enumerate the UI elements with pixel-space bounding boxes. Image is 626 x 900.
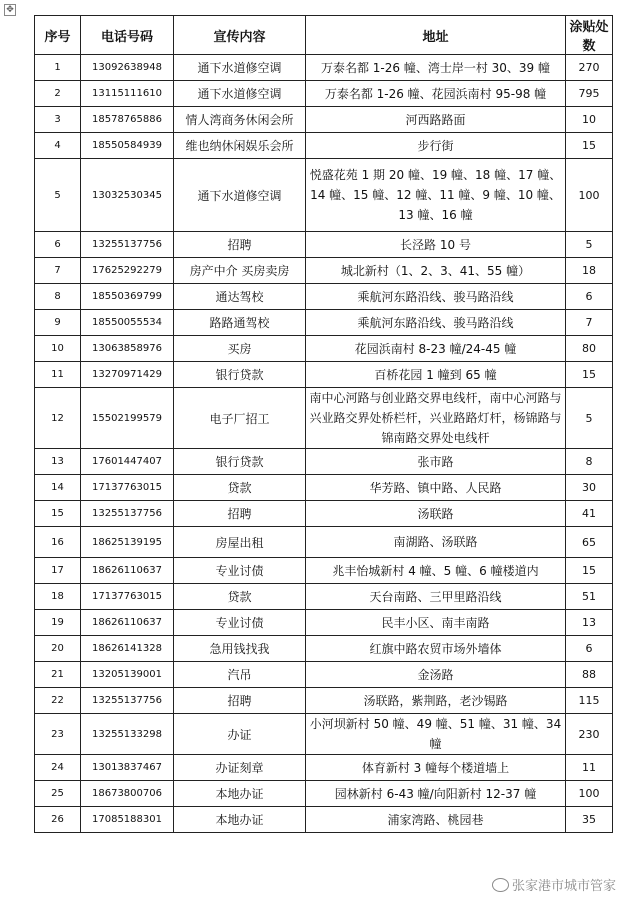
cell-address: 华芳路、镇中路、人民路 (306, 475, 566, 501)
cell-content: 通达驾校 (174, 284, 306, 310)
cell-phone: 18550055534 (81, 310, 174, 336)
cell-count: 88 (566, 662, 613, 688)
cell-no: 16 (35, 527, 81, 558)
cell-no: 24 (35, 755, 81, 781)
table-row (35, 755, 613, 781)
cell-phone: 18626110637 (81, 610, 174, 636)
header-no: 序号 (35, 16, 81, 55)
cell-content: 办证 (174, 714, 306, 755)
table-row (35, 55, 613, 81)
cell-content: 专业讨债 (174, 558, 306, 584)
cell-address: 金汤路 (306, 662, 566, 688)
cell-count: 15 (566, 362, 613, 388)
watermark-text: 张家港市城市管家 (511, 879, 616, 894)
cell-content: 房产中介 买房卖房 (174, 258, 306, 284)
table-row (35, 688, 613, 714)
cell-content: 汽吊 (174, 662, 306, 688)
cell-content: 情人湾商务休闲会所 (174, 107, 306, 133)
cell-count: 115 (566, 688, 613, 714)
table-row (35, 610, 613, 636)
cell-address: 张市路 (306, 449, 566, 475)
cell-no: 19 (35, 610, 81, 636)
cell-phone: 18625139195 (81, 527, 174, 558)
cell-no: 4 (35, 133, 81, 159)
cell-count: 8 (566, 449, 613, 475)
cell-address: 万泰名都 1-26 幢、花园浜南村 95-98 幢 (306, 81, 566, 107)
cell-phone: 13270971429 (81, 362, 174, 388)
cell-content: 银行贷款 (174, 362, 306, 388)
cell-address: 浦家湾路、桃园巷 (306, 807, 566, 833)
cell-content: 银行贷款 (174, 449, 306, 475)
cell-count: 5 (566, 232, 613, 258)
cell-content: 招聘 (174, 501, 306, 527)
table-row (35, 558, 613, 584)
cell-content: 急用钱找我 (174, 636, 306, 662)
table-header-row (35, 16, 613, 55)
table-row (35, 310, 613, 336)
watermark (488, 873, 620, 896)
cell-no: 25 (35, 781, 81, 807)
cell-content: 贷款 (174, 584, 306, 610)
cell-no: 5 (35, 159, 81, 232)
header-address: 地址 (306, 16, 566, 55)
cell-no: 17 (35, 558, 81, 584)
cell-phone: 13255137756 (81, 501, 174, 527)
table-row (35, 449, 613, 475)
table-move-handle-icon[interactable]: ✥ (4, 4, 16, 16)
table-row (35, 388, 613, 449)
cell-count: 6 (566, 636, 613, 662)
table-row (35, 714, 613, 755)
cell-address: 步行街 (306, 133, 566, 159)
table-row (35, 781, 613, 807)
cell-count: 100 (566, 159, 613, 232)
cell-phone: 18673800706 (81, 781, 174, 807)
cell-no: 1 (35, 55, 81, 81)
cell-count: 51 (566, 584, 613, 610)
cell-count: 30 (566, 475, 613, 501)
cell-phone: 18578765886 (81, 107, 174, 133)
cell-phone: 13255133298 (81, 714, 174, 755)
cell-phone: 13032530345 (81, 159, 174, 232)
cell-address: 乘航河东路沿线、骏马路沿线 (306, 284, 566, 310)
table-row (35, 636, 613, 662)
cell-address: 城北新村（1、2、3、41、55 幢） (306, 258, 566, 284)
header-phone: 电话号码 (81, 16, 174, 55)
cell-address: 乘航河东路沿线、骏马路沿线 (306, 310, 566, 336)
cell-address: 万泰名都 1-26 幢、湾士岸一村 30、39 幢 (306, 55, 566, 81)
cell-content: 买房 (174, 336, 306, 362)
cell-address: 园林新村 6-43 幢/向阳新村 12-37 幢 (306, 781, 566, 807)
ad-record-table (34, 15, 613, 833)
cell-no: 3 (35, 107, 81, 133)
cell-phone: 17601447407 (81, 449, 174, 475)
cell-phone: 13115111610 (81, 81, 174, 107)
cell-count: 18 (566, 258, 613, 284)
table-row (35, 336, 613, 362)
table-row (35, 258, 613, 284)
table-row (35, 232, 613, 258)
cell-content: 本地办证 (174, 781, 306, 807)
cell-count: 795 (566, 81, 613, 107)
cell-address: 南湖路、汤联路 (306, 527, 566, 558)
cell-content: 路路通驾校 (174, 310, 306, 336)
cell-address: 兆丰怡城新村 4 幢、5 幢、6 幢楼道内 (306, 558, 566, 584)
table-row (35, 362, 613, 388)
cell-address: 红旗中路农贸市场外墙体 (306, 636, 566, 662)
cell-phone: 13255137756 (81, 232, 174, 258)
cell-phone: 18626141328 (81, 636, 174, 662)
cell-address: 民丰小区、南丰南路 (306, 610, 566, 636)
cell-no: 18 (35, 584, 81, 610)
cell-no: 6 (35, 232, 81, 258)
cell-phone: 13092638948 (81, 55, 174, 81)
cell-no: 22 (35, 688, 81, 714)
cell-count: 230 (566, 714, 613, 755)
cell-count: 270 (566, 55, 613, 81)
cell-count: 7 (566, 310, 613, 336)
cell-content: 电子厂招工 (174, 388, 306, 449)
cell-address: 悦盛花苑 1 期 20 幢、19 幢、18 幢、17 幢、14 幢、15 幢、12 幢、11 幢、9 幢、10 幢、13 幢、16 幢 (306, 159, 566, 232)
cell-address: 汤联路，紫荆路，老沙锡路 (306, 688, 566, 714)
cell-no: 10 (35, 336, 81, 362)
table-row (35, 107, 613, 133)
cell-content: 专业讨债 (174, 610, 306, 636)
cell-no: 14 (35, 475, 81, 501)
table-row (35, 133, 613, 159)
cell-content: 本地办证 (174, 807, 306, 833)
table-row (35, 475, 613, 501)
wechat-icon (492, 878, 509, 892)
cell-phone: 17085188301 (81, 807, 174, 833)
cell-count: 65 (566, 527, 613, 558)
cell-phone: 17625292279 (81, 258, 174, 284)
cell-no: 9 (35, 310, 81, 336)
cell-count: 10 (566, 107, 613, 133)
cell-phone: 13255137756 (81, 688, 174, 714)
table-row (35, 807, 613, 833)
cell-no: 12 (35, 388, 81, 449)
cell-content: 贷款 (174, 475, 306, 501)
cell-no: 2 (35, 81, 81, 107)
table-row (35, 81, 613, 107)
cell-content: 维也纳休闲娱乐会所 (174, 133, 306, 159)
cell-count: 11 (566, 755, 613, 781)
table-row (35, 584, 613, 610)
cell-address: 体育新村 3 幢每个楼道墙上 (306, 755, 566, 781)
cell-no: 13 (35, 449, 81, 475)
cell-phone: 17137763015 (81, 584, 174, 610)
cell-content: 通下水道修空调 (174, 55, 306, 81)
cell-no: 15 (35, 501, 81, 527)
header-count: 涂贴处数 (566, 16, 613, 55)
cell-count: 80 (566, 336, 613, 362)
header-content: 宣传内容 (174, 16, 306, 55)
cell-phone: 17137763015 (81, 475, 174, 501)
table-row (35, 527, 613, 558)
cell-address: 汤联路 (306, 501, 566, 527)
cell-content: 通下水道修空调 (174, 81, 306, 107)
cell-no: 11 (35, 362, 81, 388)
cell-phone: 18626110637 (81, 558, 174, 584)
cell-address: 南中心河路与创业路交界电线杆，南中心河路与兴业路交界处桥栏杆，兴业路路灯杆，杨锦路与锦南路交界处电线杆 (306, 388, 566, 449)
cell-no: 20 (35, 636, 81, 662)
table-row (35, 501, 613, 527)
cell-count: 5 (566, 388, 613, 449)
cell-no: 21 (35, 662, 81, 688)
cell-address: 河西路路面 (306, 107, 566, 133)
cell-content: 房屋出租 (174, 527, 306, 558)
cell-no: 7 (35, 258, 81, 284)
cell-content: 通下水道修空调 (174, 159, 306, 232)
cell-phone: 18550369799 (81, 284, 174, 310)
cell-phone: 13013837467 (81, 755, 174, 781)
cell-count: 100 (566, 781, 613, 807)
table-row (35, 284, 613, 310)
cell-address: 百桥花园 1 幢到 65 幢 (306, 362, 566, 388)
table-row (35, 159, 613, 232)
cell-address: 小河坝新村 50 幢、49 幢、51 幢、31 幢、34 幢 (306, 714, 566, 755)
cell-count: 15 (566, 558, 613, 584)
cell-content: 招聘 (174, 232, 306, 258)
cell-content: 办证刻章 (174, 755, 306, 781)
cell-count: 41 (566, 501, 613, 527)
cell-address: 花园浜南村 8-23 幢/24-45 幢 (306, 336, 566, 362)
cell-phone: 13063858976 (81, 336, 174, 362)
cell-count: 6 (566, 284, 613, 310)
cell-phone: 18550584939 (81, 133, 174, 159)
table-body (35, 55, 613, 833)
cell-content: 招聘 (174, 688, 306, 714)
cell-count: 13 (566, 610, 613, 636)
cell-count: 35 (566, 807, 613, 833)
cell-no: 8 (35, 284, 81, 310)
cell-address: 长泾路 10 号 (306, 232, 566, 258)
cell-phone: 13205139001 (81, 662, 174, 688)
cell-count: 15 (566, 133, 613, 159)
cell-address: 天台南路、三甲里路沿线 (306, 584, 566, 610)
cell-no: 23 (35, 714, 81, 755)
cell-no: 26 (35, 807, 81, 833)
cell-phone: 15502199579 (81, 388, 174, 449)
table-row (35, 662, 613, 688)
